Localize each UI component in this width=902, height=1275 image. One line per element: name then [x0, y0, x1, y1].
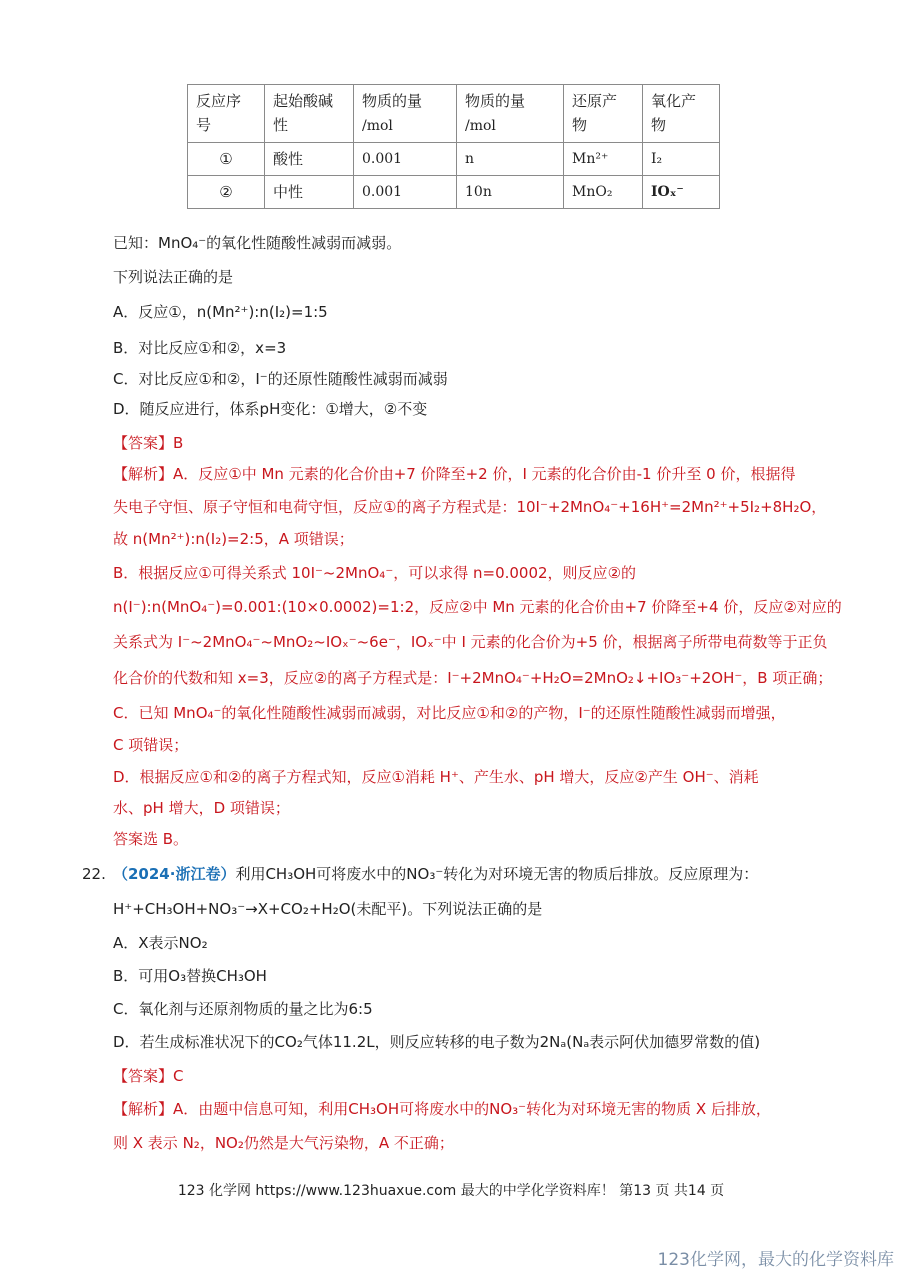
option-a: A．X表示NO₂ [113, 934, 208, 952]
option-b: B．可用O₃替换CH₃OH [113, 967, 267, 985]
table-cell: 酸性 [265, 143, 354, 176]
page-footer: 123 化学网 https://www.123huaxue.com 最大的中学化学资料库！ 第13 页 共14 页 [177, 1183, 725, 1199]
header-cell: 物质的量 /mol [457, 85, 564, 143]
watermark-text: 123化学网，最大的化学资料库 [657, 1250, 894, 1270]
option-d: D．若生成标准状况下的CO₂气体11.2L，则反应转移的电子数为2Nₐ(Nₐ表示阿伏加德罗常数的值) [113, 1033, 761, 1051]
question-text: 下列说法正确的是 [113, 268, 234, 286]
table-header-row [188, 85, 720, 143]
question-stem [113, 862, 758, 886]
table-cell: Mn²⁺ [564, 143, 643, 176]
analysis-line: 失电子守恒、原子守恒和电荷守恒，反应①的离子方程式是：10I⁻+2MnO₄⁻+16H⁺=2Mn²⁺+5I₂+8H₂O， [113, 498, 827, 516]
analysis-line: C 项错误； [113, 736, 189, 754]
answer-label: 【答案】B [113, 434, 184, 452]
question-stem-2: H⁺+CH₃OH+NO₃⁻→X+CO₂+H₂O(未配平)。下列说法正确的是 [113, 900, 543, 918]
table-cell: IOₓ⁻ [643, 176, 720, 209]
analysis-line: B．根据反应①可得关系式 10I⁻~2MnO₄⁻，可以求得 n=0.0002，则反应②的 [113, 564, 637, 582]
table-cell: 中性 [265, 176, 354, 209]
analysis-line: D．根据反应①和②的离子方程式知，反应①消耗 H⁺、产生水、pH 增大，反应②产生 OH⁻、消耗 [113, 768, 759, 786]
header-cell: 起始酸碱 性 [265, 85, 354, 143]
reaction-table [187, 84, 720, 209]
analysis-line: 故 n(Mn²⁺):n(I₂)=2:5，A 项错误； [113, 530, 354, 548]
table-cell: ① [188, 143, 265, 176]
option-c: C．对比反应①和②，I⁻的还原性随酸性减弱而减弱 [113, 370, 448, 388]
option-d: D．随反应进行，体系pH变化：①增大，②不变 [113, 400, 428, 418]
analysis-line: 水、pH 增大，D 项错误； [113, 799, 290, 817]
question-number: 22. [82, 865, 106, 883]
table-cell: ② [188, 176, 265, 209]
table-cell: n [457, 143, 564, 176]
analysis-line: 则 X 表示 N₂，NO₂仍然是大气污染物，A 不正确； [113, 1134, 454, 1152]
table-cell: I₂ [643, 143, 720, 176]
analysis-line: 【解析】A．由题中信息可知，利用CH₃OH可将废水中的NO₃⁻转化为对环境无害的物质 X 后排放， [113, 1100, 771, 1118]
analysis-line: 答案选 B。 [113, 830, 189, 848]
table-cell: MnO₂ [564, 176, 643, 209]
question-stem-text: 利用CH₃OH可将废水中的NO₃⁻转化为对环境无害的物质后排放。反应原理为： [235, 865, 759, 883]
analysis-line: n(I⁻):n(MnO₄⁻)=0.001:(10×0.0002)=1:2，反应②中 Mn 元素的化合价由+7 价降至+4 价，反应②对应的 [113, 598, 842, 616]
header-cell: 反应序 号 [188, 85, 265, 143]
option-a: A．反应①，n(Mn²⁺):n(I₂)=1:5 [113, 303, 328, 321]
analysis-line: 关系式为 I⁻~2MnO₄⁻~MnO₂~IOₓ⁻~6e⁻，IOₓ⁻中 I 元素的化合价为+5 价，根据离子所带电荷数等于正负 [113, 633, 828, 651]
header-cell: 物质的量 /mol [354, 85, 457, 143]
option-c: C．氧化剂与还原剂物质的量之比为6:5 [113, 1000, 373, 1018]
answer-label: 【答案】C [113, 1067, 184, 1085]
table-row [188, 176, 720, 209]
known-text: 已知：MnO₄⁻的氧化性随酸性减弱而减弱。 [113, 234, 402, 252]
table-cell: 0.001 [354, 143, 457, 176]
option-b: B．对比反应①和②，x=3 [113, 339, 287, 357]
header-cell: 氧化产 物 [643, 85, 720, 143]
table-row [188, 143, 720, 176]
table-cell: 0.001 [354, 176, 457, 209]
analysis-line: C．已知 MnO₄⁻的氧化性随酸性减弱而减弱，对比反应①和②的产物，I⁻的还原性随酸性减弱而增强， [113, 704, 786, 722]
table-cell: 10n [457, 176, 564, 209]
header-cell: 还原产 物 [564, 85, 643, 143]
analysis-line: 化合价的代数和知 x=3，反应②的离子方程式是：I⁻+2MnO₄⁻+H₂O=2MnO₂↓+IO₃⁻+2OH⁻，B 项正确； [113, 669, 833, 687]
analysis-line: 【解析】A．反应①中 Mn 元素的化合价由+7 价降至+2 价，I 元素的化合价由-1 价升至 0 价，根据得 [113, 465, 796, 483]
question-source: （2024·浙江卷） [113, 865, 236, 883]
